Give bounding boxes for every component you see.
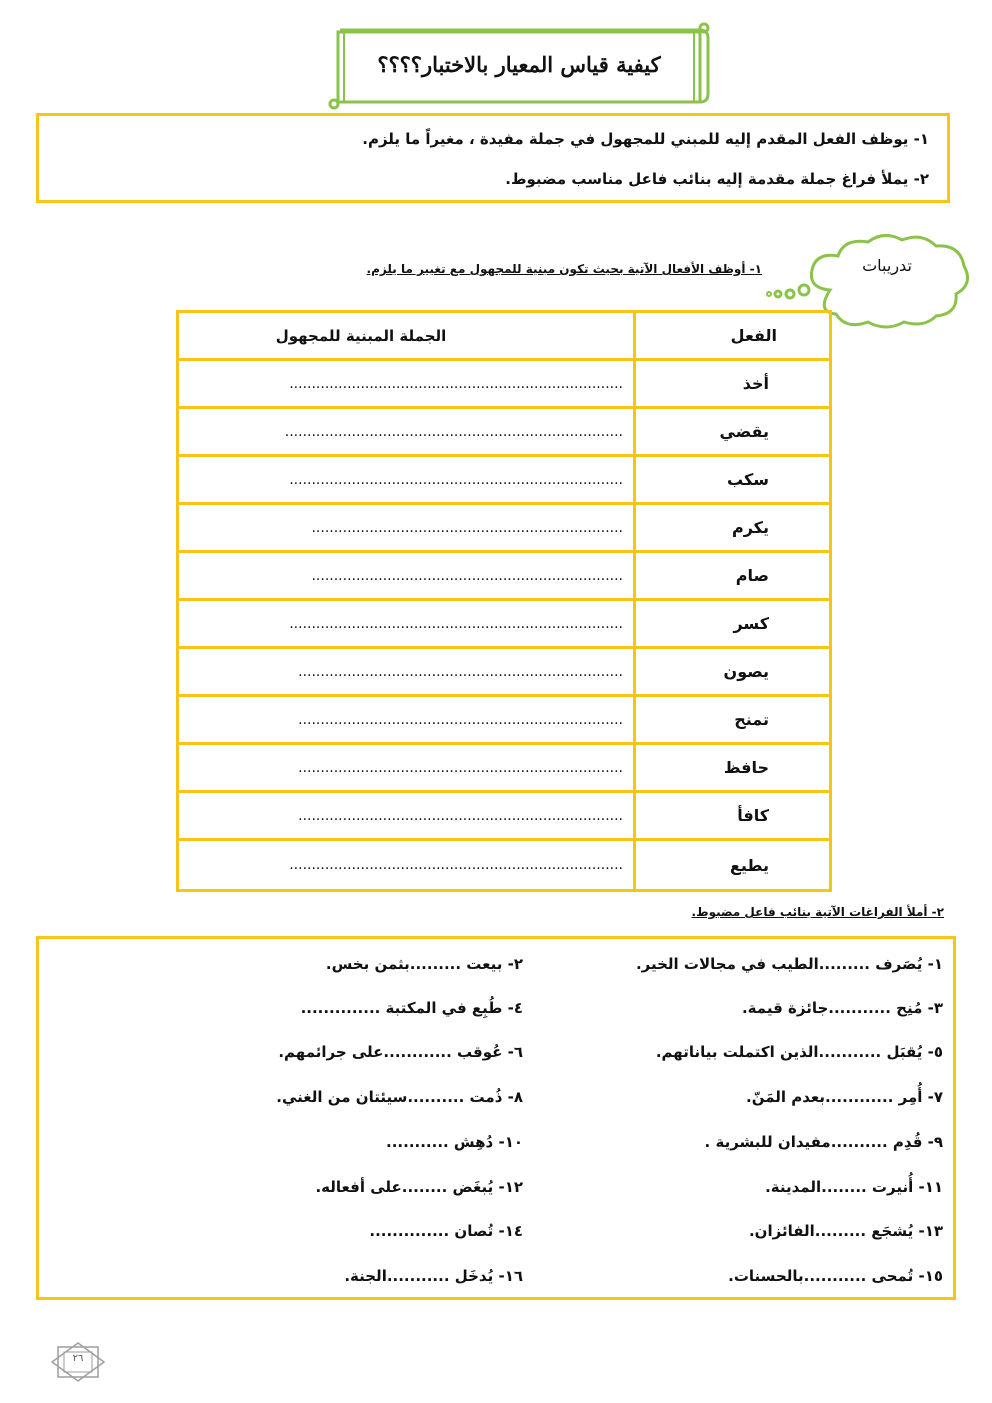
verb-cell: كسر xyxy=(633,601,829,646)
table-row xyxy=(179,361,829,409)
fill-item[interactable]: ٤- طُبِع في المكتبة .............. xyxy=(300,999,523,1017)
verb-cell: صام xyxy=(633,553,829,598)
answer-blank[interactable]: ........................................................................... xyxy=(289,615,623,632)
table-row xyxy=(179,697,829,745)
table-header-row xyxy=(179,313,829,361)
answer-blank[interactable]: ............................................................................ xyxy=(284,423,623,440)
fill-item[interactable]: ١- يُصَرف .........الطيب في مجالات الخير. xyxy=(635,955,943,973)
table-row xyxy=(179,649,829,697)
fill-item[interactable]: ١٦- يُدخَل ...........الجنة. xyxy=(344,1267,523,1285)
verb-cell: كافأ xyxy=(633,793,829,838)
table-row xyxy=(179,505,829,553)
answer-blank[interactable]: ........................................................................... xyxy=(289,857,623,873)
fill-item[interactable]: ٦- عُوقب ............على جرائمهم. xyxy=(278,1043,523,1061)
verb-cell: أخذ xyxy=(633,361,829,406)
table-row xyxy=(179,745,829,793)
page-number-ornament xyxy=(50,1342,106,1382)
fill-item[interactable]: ١١- أُنيرت ........المدينة. xyxy=(765,1178,943,1196)
answer-blank[interactable]: ......................................................................... xyxy=(298,663,623,680)
verb-cell: حافظ xyxy=(633,745,829,790)
objectives-box xyxy=(36,113,950,203)
verb-cell: تمنح xyxy=(633,697,829,742)
question-2-heading: ٢- أملأ الفراغات الآتية بنائب فاعل مضبوط. xyxy=(691,905,944,919)
verb-cell: يصون xyxy=(633,649,829,694)
page-title: كيفية قياس المعيار بالاختبار؟؟؟؟ xyxy=(377,52,661,77)
answer-blank[interactable]: ........................................................................... xyxy=(289,471,623,488)
fill-item[interactable]: ١٤- تُصان .............. xyxy=(369,1222,523,1240)
column-header-verb: الفعل xyxy=(633,313,829,358)
fill-in-box xyxy=(36,936,956,1300)
fill-item[interactable]: ١٣- يُشجَع .........الفائزان. xyxy=(748,1222,943,1240)
fill-item[interactable]: ٧- أُمِر ............بعدم المَنّ. xyxy=(746,1088,943,1106)
table-row xyxy=(179,793,829,841)
fill-item[interactable]: ٥- يُقبَل ...........الذين اكتملت بياناتهم. xyxy=(655,1043,943,1061)
fill-item[interactable]: ٢- بيعت .........بثمن بخس. xyxy=(325,955,523,973)
verb-cell: يكرم xyxy=(633,505,829,550)
verb-table xyxy=(176,310,832,892)
fill-item[interactable]: ٣- مُنِح ...........جائزة قيمة. xyxy=(741,999,943,1017)
page-number: ٢٦ xyxy=(72,1353,84,1364)
fill-item[interactable]: ٩- قُدِم ..........مفيدان للبشرية . xyxy=(704,1133,943,1151)
exercise-label: تدريبات xyxy=(862,256,912,275)
answer-blank[interactable]: ...................................................................... xyxy=(311,567,623,584)
answer-blank[interactable]: ........................................................................... xyxy=(289,375,623,392)
table-row xyxy=(179,409,829,457)
verb-cell: سكب xyxy=(633,457,829,502)
answer-blank[interactable]: ......................................................................... xyxy=(298,759,623,776)
answer-blank[interactable]: ......................................................................... xyxy=(298,807,623,824)
table-row xyxy=(179,601,829,649)
title-banner xyxy=(328,22,710,110)
answer-blank[interactable]: ...................................................................... xyxy=(311,519,623,536)
verb-cell: يقضي xyxy=(633,409,829,454)
answer-blank[interactable]: ......................................................................... xyxy=(298,711,623,728)
table-row xyxy=(179,841,829,889)
fill-item[interactable]: ٨- ذُمت ..........سيئتان من الغني. xyxy=(276,1088,523,1106)
fill-item[interactable]: ١٥- تُمحى ...........بالحسنات. xyxy=(728,1267,943,1285)
fill-item[interactable]: ١٢- يُبغَض ........على أفعاله. xyxy=(315,1178,523,1196)
fill-item[interactable]: ١٠- دُهِش ........... xyxy=(386,1133,523,1151)
objective-1: ١- يوظف الفعل المقدم إليه للمبني للمجهول في جملة مفيدة ، مغيراً ما يلزم. xyxy=(362,130,929,148)
objective-2: ٢- يملأ فراغ جملة مقدمة إليه بنائب فاعل مناسب مضبوط. xyxy=(505,170,929,188)
table-row xyxy=(179,457,829,505)
table-row xyxy=(179,553,829,601)
verb-cell: يطيع xyxy=(633,841,829,889)
question-1-heading: ١- أوظف الأفعال الآتية بحيث تكون مبنية للمجهول مع تغيير ما يلزم. xyxy=(366,262,762,276)
column-header-sentence: الجملة المبنية للمجهول xyxy=(275,326,447,345)
